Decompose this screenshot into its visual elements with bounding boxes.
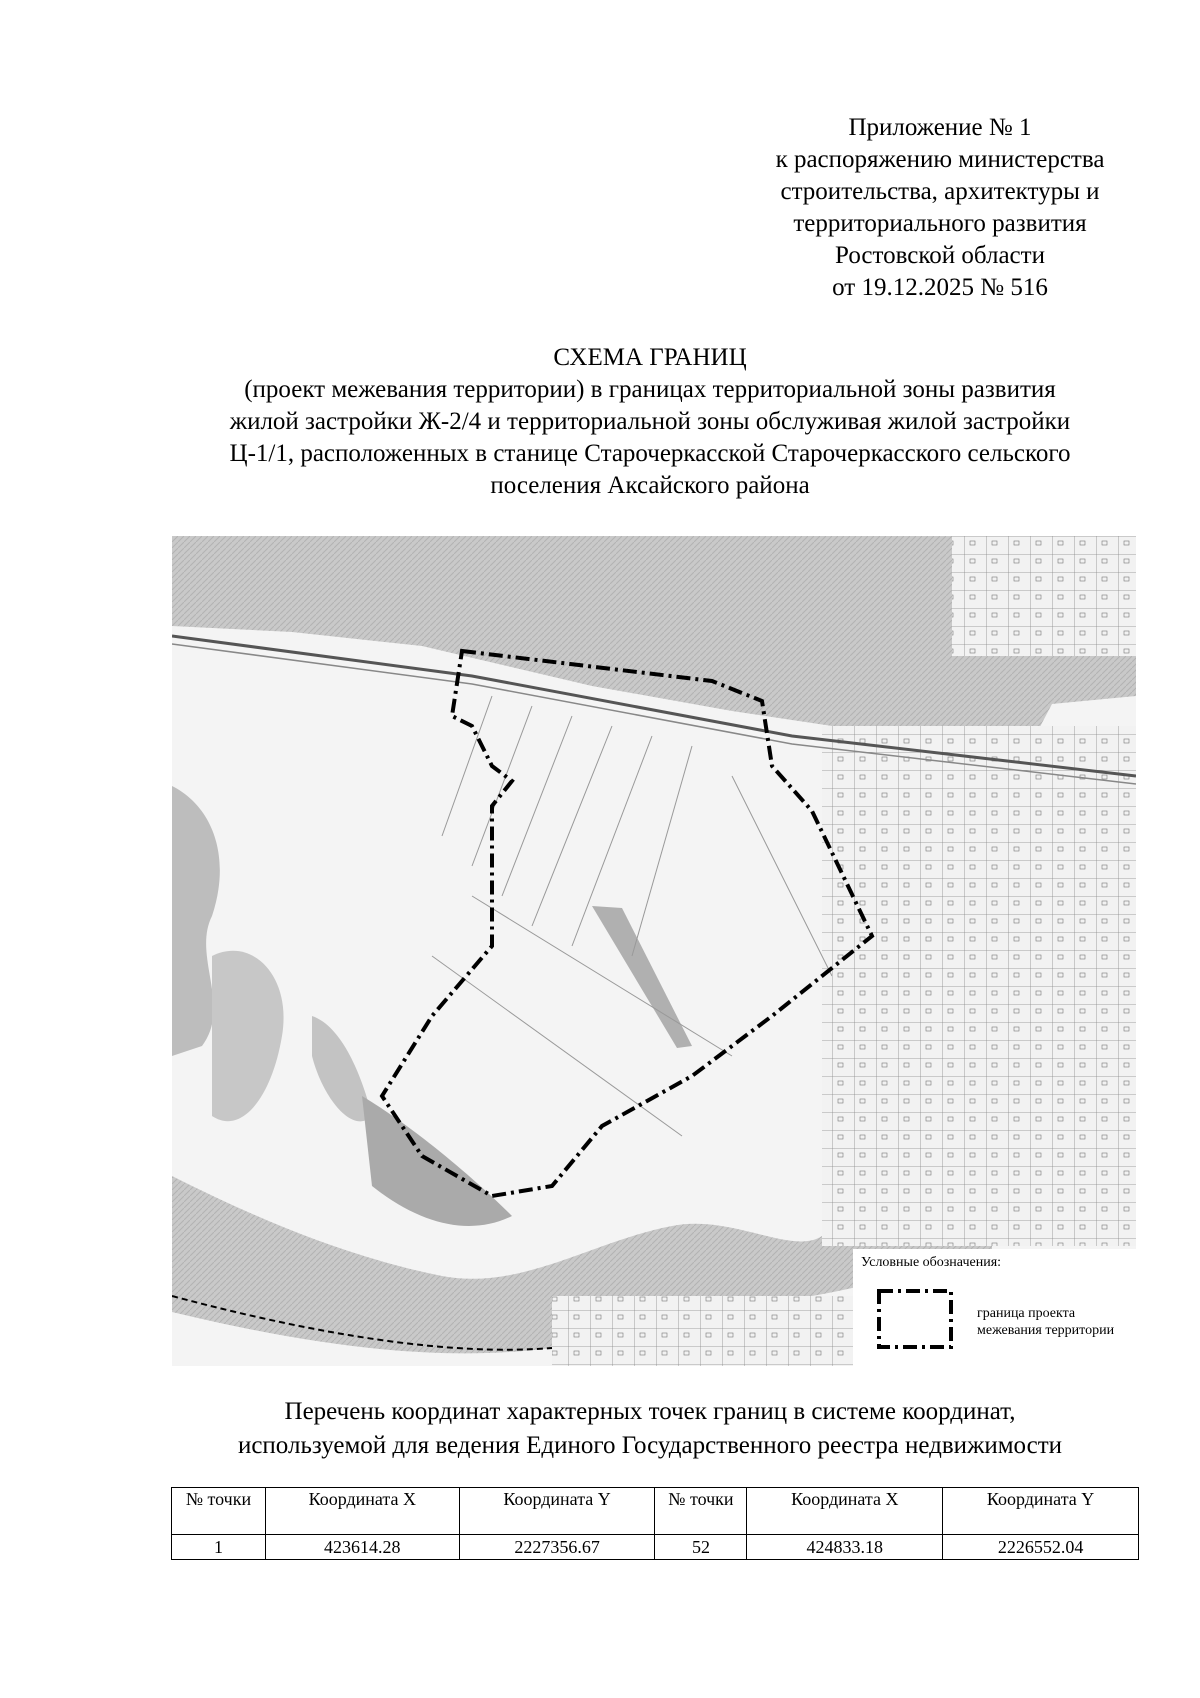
table-cell: 423614.28 xyxy=(265,1535,459,1560)
scheme-subtitle-line: жилой застройки Ж-2/4 и территориальной зоны обслуживая жилой застройки xyxy=(229,408,1071,435)
coordinates-title xyxy=(160,1395,1140,1463)
scheme-title: СХЕМА ГРАНИЦ xyxy=(553,344,747,371)
column-header: № точки xyxy=(172,1488,266,1535)
column-header: Координата X xyxy=(265,1488,459,1535)
appendix-line: к распоряжению министерства xyxy=(775,146,1105,173)
map-legend xyxy=(853,1249,1136,1366)
appendix-line: Приложение № 1 xyxy=(848,114,1032,141)
coordinates-title-line: используемой для ведения Единого Государственного реестра недвижимости xyxy=(237,1432,1063,1459)
appendix-line: территориального развития xyxy=(793,210,1087,237)
column-header: № точки xyxy=(655,1488,747,1535)
column-header: Координата Y xyxy=(943,1488,1139,1535)
built-up-area xyxy=(822,726,1136,1246)
coordinates-table xyxy=(171,1487,1139,1560)
table-cell: 52 xyxy=(655,1535,747,1560)
coordinates-title-line: Перечень координат характерных точек границ в системе координат, xyxy=(284,1398,1016,1425)
legend-item-label xyxy=(977,1305,1114,1339)
appendix-line: Ростовской области xyxy=(835,242,1045,269)
table-row xyxy=(172,1535,1139,1560)
column-header: Координата X xyxy=(747,1488,943,1535)
map-drawing xyxy=(172,536,1136,1366)
table-cell: 424833.18 xyxy=(747,1535,943,1560)
table-cell: 2227356.67 xyxy=(459,1535,655,1560)
legend-title: Условные обозначения: xyxy=(861,1255,1002,1270)
scheme-subtitle-line: (проект межевания территории) в границах территориальной зоны развития xyxy=(244,376,1056,403)
appendix-line: строительства, архитектуры и xyxy=(780,178,1100,205)
table-cell: 1 xyxy=(172,1535,266,1560)
scheme-heading xyxy=(160,342,1140,502)
legend-item-line: граница проекта xyxy=(977,1306,1076,1321)
table-header-row xyxy=(172,1488,1139,1535)
scheme-subtitle-line: поселения Аксайского района xyxy=(490,472,810,499)
built-up-area xyxy=(552,1296,862,1366)
legend-item-line: межевания территории xyxy=(977,1323,1115,1338)
scheme-subtitle-line: Ц-1/1, расположенных в станице Старочеркасской Старочеркасского сельского xyxy=(229,440,1071,467)
legend-boundary-symbol xyxy=(875,1287,955,1351)
appendix-line: от 19.12.2025 № 516 xyxy=(832,274,1048,301)
table-cell: 2226552.04 xyxy=(943,1535,1139,1560)
appendix-header xyxy=(740,112,1140,304)
boundary-map xyxy=(172,536,1136,1366)
column-header: Координата Y xyxy=(459,1488,655,1535)
built-up-area xyxy=(952,536,1136,656)
